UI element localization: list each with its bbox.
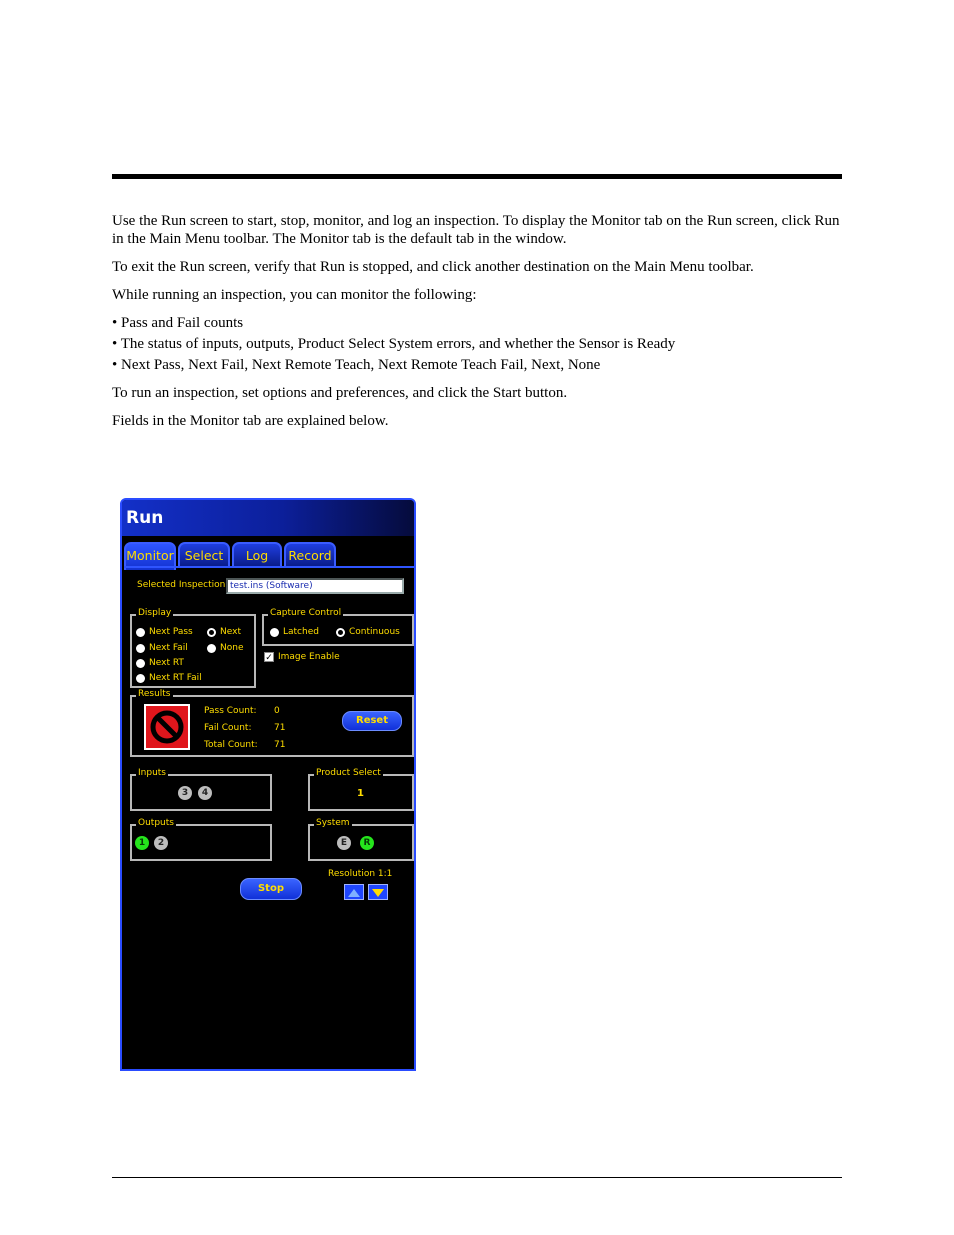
radio-latched[interactable] — [270, 628, 279, 637]
image-enable-label: Image Enable — [278, 652, 340, 662]
stop-button[interactable]: Stop — [240, 878, 302, 900]
results-legend: Results — [138, 689, 171, 699]
total-count-value: 71 — [274, 740, 286, 750]
bullet-list — [112, 314, 847, 374]
reset-button[interactable]: Reset — [342, 711, 402, 731]
display-group — [130, 608, 256, 688]
results-group — [130, 689, 414, 757]
paragraph: To exit the Run screen, verify that Run is stopped, and click another destination on the Main Menu toolbar. — [112, 259, 754, 275]
paragraph: To run an inspection, set options and preferences, and click the Start button. — [112, 385, 568, 401]
chevron-up-icon — [345, 886, 363, 900]
input-4-indicator: 4 — [198, 786, 212, 800]
product-select-value: 1 — [357, 788, 364, 799]
radio-next[interactable] — [207, 628, 216, 637]
radio-label: Continuous — [349, 627, 400, 637]
tab-select[interactable]: Select — [178, 542, 230, 566]
output-2-indicator: 2 — [154, 836, 168, 850]
paragraph: Fields in the Monitor tab are explained below. — [112, 413, 389, 429]
fail-count-value: 71 — [274, 723, 286, 733]
capture-control-legend: Capture Control — [270, 608, 342, 618]
outputs-group — [130, 818, 272, 861]
radio-label: Next Pass — [149, 627, 193, 637]
fail-count-label: Fail Count: — [204, 723, 252, 733]
radio-label: Next — [220, 627, 241, 637]
tab-log[interactable]: Log — [232, 542, 282, 566]
product-select-legend: Product Select — [316, 768, 381, 778]
radio-label: Latched — [283, 627, 319, 637]
run-window — [120, 498, 416, 1071]
radio-next-rt[interactable] — [136, 659, 145, 668]
inputs-group — [130, 768, 272, 811]
outputs-legend: Outputs — [138, 818, 174, 828]
radio-none[interactable] — [207, 644, 216, 653]
tab-record[interactable]: Record — [284, 542, 336, 566]
paragraph: Use the Run screen to start, stop, monitor, and log an inspection. To display the Monitor tab on the Run screen, click Run in the Main Menu toolbar. The Monitor tab is the default tab in the window. — [112, 213, 840, 247]
radio-label: Next RT — [149, 658, 184, 668]
input-3-indicator: 3 — [178, 786, 192, 800]
resolution-down-button[interactable] — [368, 884, 388, 900]
no-entry-icon — [144, 704, 190, 750]
resolution-label: Resolution 1:1 — [328, 869, 393, 879]
bullet-item: • The status of inputs, outputs, Product Select System errors, and whether the Sensor is Ready — [112, 336, 676, 352]
window-title: Run — [122, 500, 414, 537]
radio-next-fail[interactable] — [136, 644, 145, 653]
system-legend: System — [316, 818, 350, 828]
system-ready-indicator: R — [360, 836, 374, 850]
resolution-up-button[interactable] — [344, 884, 364, 900]
selected-inspection-field[interactable]: test.ins (Software) — [226, 578, 404, 594]
no-entry-icon-svg — [146, 706, 188, 748]
radio-label: Next RT Fail — [149, 673, 202, 683]
radio-next-rt-fail[interactable] — [136, 674, 145, 683]
system-error-indicator: E — [337, 836, 351, 850]
product-select-group — [308, 768, 414, 811]
radio-label: Next Fail — [149, 643, 188, 653]
system-group — [308, 818, 414, 861]
chevron-down-icon — [369, 886, 387, 900]
radio-continuous[interactable] — [336, 628, 345, 637]
header-rule — [112, 174, 842, 179]
total-count-label: Total Count: — [204, 740, 258, 750]
pass-count-value: 0 — [274, 706, 280, 716]
radio-next-pass[interactable] — [136, 628, 145, 637]
output-1-indicator: 1 — [135, 836, 149, 850]
selected-inspection-label: Selected Inspection — [137, 580, 226, 590]
display-legend: Display — [138, 608, 172, 618]
tab-monitor[interactable]: Monitor — [124, 542, 176, 570]
inputs-legend: Inputs — [138, 768, 166, 778]
bullet-item: • Pass and Fail counts — [112, 315, 244, 331]
footer-rule — [112, 1177, 842, 1178]
radio-label: None — [220, 643, 244, 653]
bullet-item: • Next Pass, Next Fail, Next Remote Teach, Next Remote Teach Fail, Next, None — [112, 357, 601, 373]
capture-control-group — [262, 608, 414, 646]
pass-count-label: Pass Count: — [204, 706, 257, 716]
tab-bar — [124, 542, 414, 570]
image-enable-checkbox[interactable]: ✓ — [265, 653, 273, 663]
document-body — [112, 212, 847, 440]
paragraph: While running an inspection, you can monitor the following: — [112, 287, 477, 303]
tab-underline — [124, 566, 416, 568]
